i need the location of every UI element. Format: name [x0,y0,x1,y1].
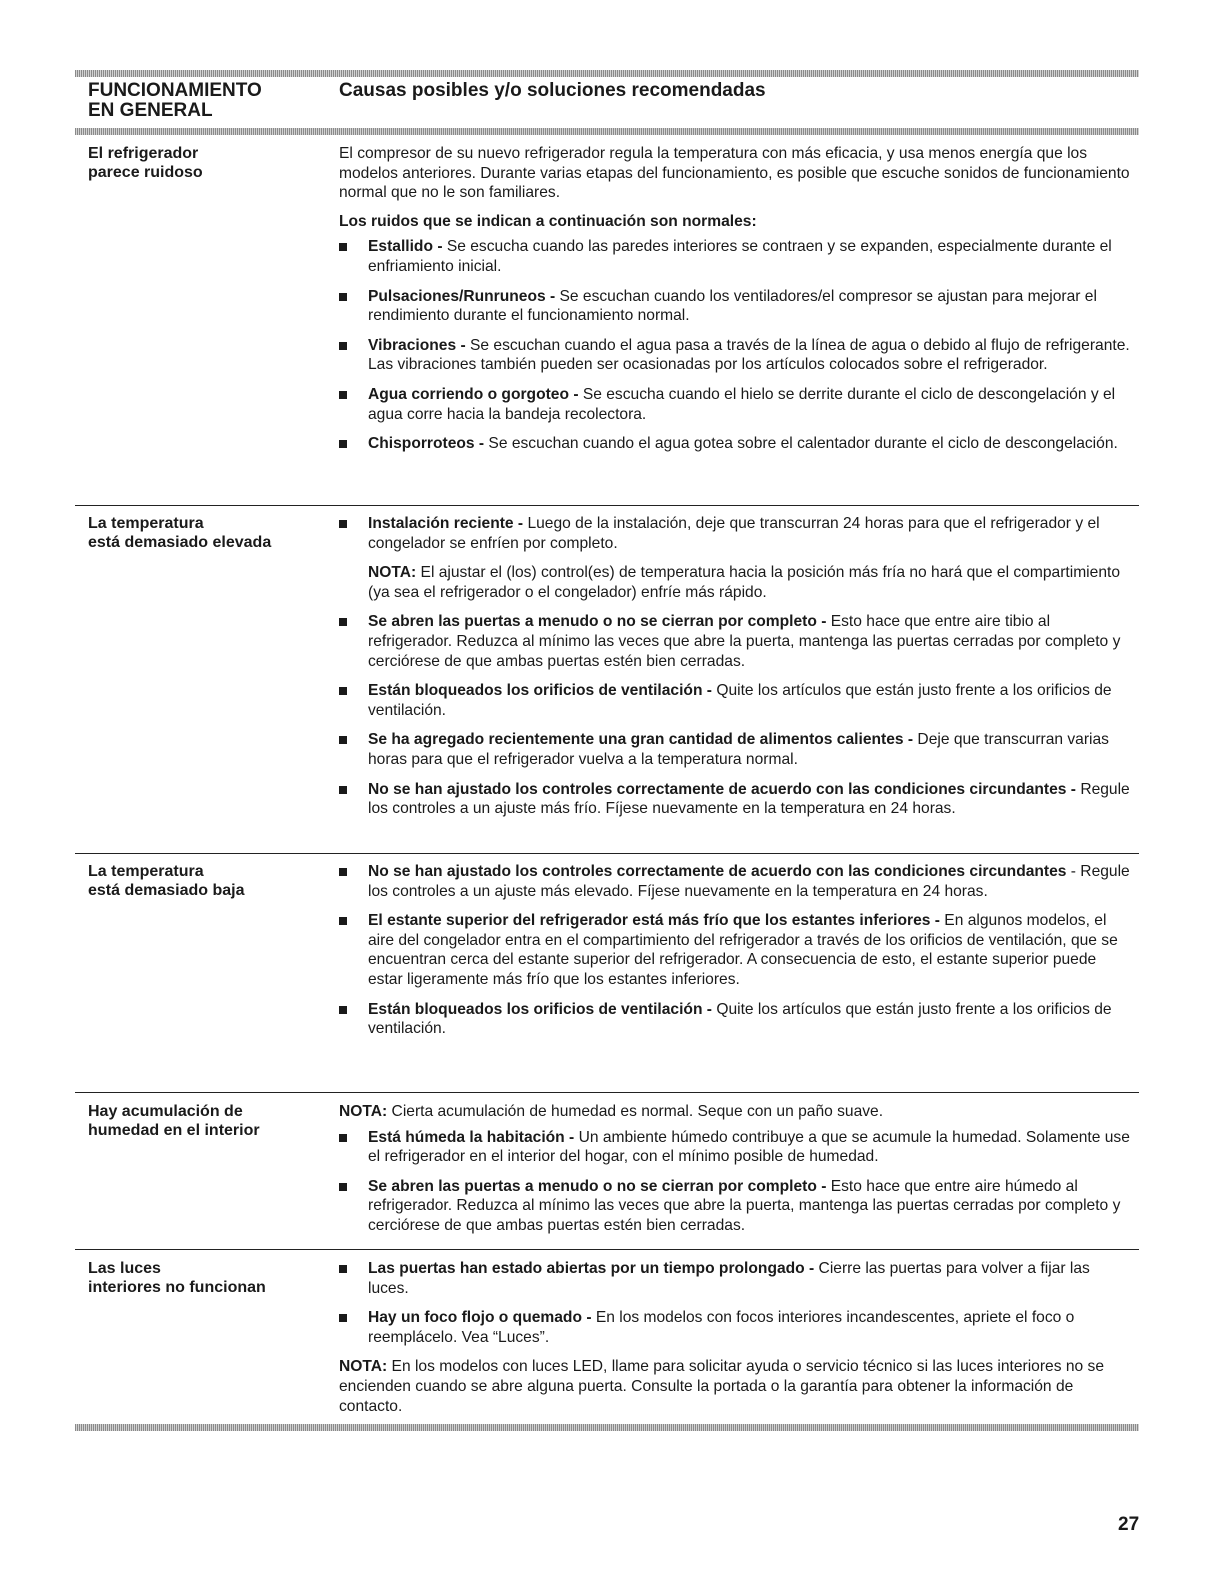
header-dotted-rule [75,128,1139,135]
page-number: 27 [1118,1514,1140,1535]
item-text: Esto hace que entre aire tibio al refrigerador. Reduzca al mínimo las veces que abre la puerta, mantenga las puertas cerradas por completo y cerciórese de que ambas puertas estén bien cerradas. [368,613,1121,670]
bullet-icon [339,917,347,925]
section-divider [75,1249,1139,1250]
list-item [339,1308,1134,1347]
list-item [339,1000,1134,1039]
section-divider [75,853,1139,854]
intro-paragraph [339,144,1134,203]
list-item [339,237,1134,276]
item-term: Estallido - [368,238,443,256]
item-term: Instalación reciente - [368,515,524,532]
intro-text: El compresor de su nuevo refrigerador regula la temperatura con más eficacia, y usa menos energía que los modelos anteriores. Durante varias etapas del funcionamiento, es posible que escuche sonidos de funcionamiento normal que no le son familiares. [339,145,1130,202]
top-dotted-rule [75,70,1139,77]
note-paragraph [339,1102,1134,1122]
bottom-dotted-rule [75,1424,1139,1431]
section-title-moisture: Hay acumulación de humedad en el interior [88,1103,260,1139]
section-title-lights: Las luces interiores no funcionan [88,1260,266,1296]
list-item [339,1128,1134,1167]
item-text: Un ambiente húmedo contribuye a que se acumule la humedad. Solamente use el refrigerador en el interior del hogar, con el mínimo posible de humedad. [368,1128,1130,1166]
item-term: El estante superior del refrigerador está más frío que los estantes inferiores - [368,912,940,930]
note-text: El ajustar el (los) control(es) de temperatura hacia la posición más fría no hará que el compartimiento (ya sea el refrigerador o el congelador) enfríe más rápido. [368,564,1121,601]
section-body-lights [339,1259,1134,1416]
section-title-noisy: El refrigerador parece ruidoso [88,145,203,181]
item-text: Cierre las puertas para volver a fijar las luces. [368,1260,1090,1297]
section-body-moisture [339,1102,1134,1236]
item-text: Esto hace que entre aire húmedo al refrigerador. Reduzca al mínimo las veces que abre la puerta, mantenga las puertas cerradas por completo y cerciórese de que ambas puertas estén bien cerradas. [368,1177,1121,1234]
item-term: No se han ajustado los controles correctamente de acuerdo con las condiciones circundantes [368,863,1067,880]
bullet-icon [339,687,347,695]
item-text: Se escucha cuando el hielo se derrite durante el ciclo de descongelación y el agua corre hacia la bandeja recolectora. [368,385,1116,423]
item-text: En los modelos con focos interiores incandescentes, apriete el foco o reemplácelo. Vea “Luces”. [368,1309,1075,1346]
list-item [339,862,1134,901]
item-term: Chisporroteos - [368,435,485,453]
item-term: Se ha agregado recientemente una gran cantidad de alimentos calientes - [368,731,914,749]
item-text: Se escuchan cuando el agua gotea sobre el calentador durante el ciclo de descongelación. [484,435,1118,453]
bullet-icon [339,342,347,350]
bullet-icon [339,293,347,301]
column-header-left: FUNCIONAMIENTO EN GENERAL [88,80,262,121]
note-label: NOTA: [368,564,417,582]
item-term: No se han ajustado los controles correctamente de acuerdo con las condiciones circundantes - [368,780,1076,798]
bullet-icon [339,1314,347,1322]
section-title-temp-high: La temperatura está demasiado elevada [88,515,272,551]
item-term: Están bloqueados los orificios de ventilación - [368,682,712,700]
bullet-icon [339,391,347,399]
note-text: Cierta acumulación de humedad es normal. Seque con un paño suave. [387,1103,884,1120]
item-term: Está húmeda la habitación - [368,1128,575,1146]
note-label: NOTA: [339,1358,388,1376]
list-item [339,911,1134,989]
bullet-icon [339,520,347,528]
item-text: Quite los artículos que están justo frente a los orificios de ventilación. [368,1000,1112,1038]
list-item [339,1259,1134,1298]
item-term: Están bloqueados los orificios de ventilación - [368,1000,712,1018]
list-item [339,514,1134,553]
item-text: Quite los artículos que están justo frente a los orificios de ventilación. [368,682,1112,719]
section-divider [75,1092,1139,1093]
item-text: Luego de la instalación, deje que transcurran 24 horas para que el refrigerador y el congelador se enfríen por completo. [368,515,1100,552]
note-paragraph [339,563,1134,602]
list-item [339,730,1134,769]
section-divider [75,505,1139,506]
bullet-icon [339,786,347,794]
item-text: Se escuchan cuando los ventiladores/el compresor se ajustan para mejorar el rendimiento durante el funcionamiento normal. [368,287,1097,325]
item-term: Vibraciones - [368,336,466,354]
normal-noises-heading [339,212,1134,232]
section-body-temp-high [339,514,1134,819]
section-title-temp-low: La temperatura está demasiado baja [88,863,245,899]
list-item [339,336,1134,375]
bullet-icon [339,1183,347,1191]
bullet-icon [339,736,347,744]
item-text: En algunos modelos, el aire del congelador entra en el compartimiento del refrigerador a través de los orificios de ventilación, que se encuentran cerca del estante superior del refrigerador. A consecuencia de esto, el estante superior puede estar ligeramente más frío que los estantes inferiores. [368,912,1118,988]
bullet-icon [339,243,347,251]
item-text: Deje que transcurran varias horas para que el refrigerador vuelva a la temperatura normal. [368,731,1109,768]
list-item [339,434,1134,454]
note-text: En los modelos con luces LED, llame para solicitar ayuda o servicio técnico si las luces interiores no se encienden cuando se abre alguna puerta. Consulte la portada o la garantía para obtener la información de contacto. [339,1358,1104,1415]
bullet-icon [339,1134,347,1142]
normal-noises-label: Los ruidos que se indican a continuación son normales: [339,212,757,230]
item-text: Se escuchan cuando el agua pasa a través de la línea de agua o debido al flujo de refrigerante. Las vibraciones también pueden ser ocasionadas por los artículos colocados sobre el refrigerador. [368,336,1130,374]
item-text: Se escucha cuando las paredes interiores se contraen y se expanden, especialmente durante el enfriamiento inicial. [368,238,1112,275]
list-item [339,385,1134,424]
bullet-icon [339,440,347,448]
list-item [339,780,1134,819]
bullet-icon [339,868,347,876]
bullet-icon [339,1006,347,1014]
item-text: Regule los controles a un ajuste más frío. Fíjese nuevamente en la temperatura en 24 horas. [368,780,1130,818]
column-header-right: Causas posibles y/o soluciones recomendadas [339,80,766,101]
item-term: Agua corriendo o gorgoteo - [368,385,579,403]
note-paragraph [339,1357,1134,1416]
bullet-icon [339,1265,347,1273]
item-term: Se abren las puertas a menudo o no se cierran por completo - [368,613,827,631]
item-term: Las puertas han estado abiertas por un tiempo prolongado - [368,1260,815,1277]
bullet-icon [339,618,347,626]
list-item [339,1177,1134,1236]
section-body-temp-low [339,862,1134,1039]
list-item [339,612,1134,671]
list-item [339,287,1134,326]
list-item [339,681,1134,720]
item-term: Hay un foco flojo o quemado - [368,1309,592,1327]
section-body-noisy [339,144,1134,454]
item-term: Se abren las puertas a menudo o no se cierran por completo - [368,1177,827,1195]
item-text: - Regule los controles a un ajuste más elevado. Fíjese nuevamente en la temperatura en 24 horas. [368,863,1130,900]
item-term: Pulsaciones/Runruneos - [368,287,556,305]
note-label: NOTA: [339,1103,388,1120]
